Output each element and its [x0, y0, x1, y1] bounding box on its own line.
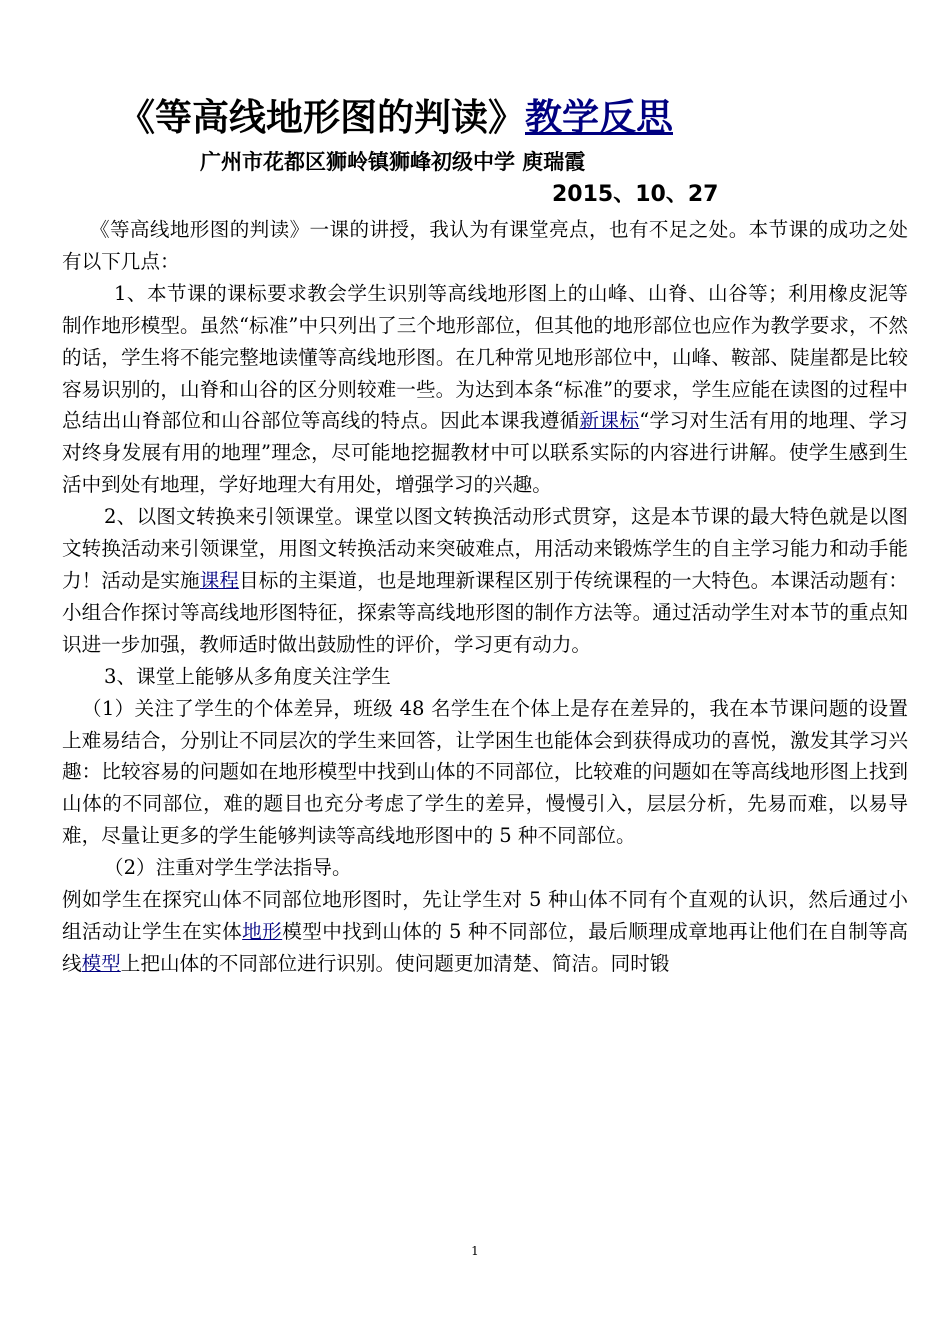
document-title — [118, 92, 878, 144]
title-link[interactable]: 教学反思 — [525, 96, 673, 139]
paragraph-text: “学习对生活有用的地理、学习对终身发展有用的地理”理念，尽可能地挖掘教材中可以联系实际的内容进行讲解。使学生感到生活中到处有地理，学好地理大有用处，增强学习的兴趣。 — [62, 409, 909, 497]
paragraph-point-1 — [62, 278, 908, 501]
link-new-curriculum[interactable]: 新课标 — [579, 409, 640, 433]
paragraph-intro: 《等高线地形图的判读》一课的讲授，我认为有课堂亮点，也有不足之处。本节课的成功之处有以下几点： — [62, 218, 908, 273]
page-number: 1 — [471, 1244, 479, 1258]
paragraph-subpoint-1: （1）关注了学生的个体差异，班级 48 名学生在个体上是存在差异的，我在本节课问题的设置上难易结合，分别让不同层次的学生来回答，让学困生也能体会到获得成功的喜悦，激发其学习兴趣：比较容易的问题如在地形模型中找到山体的不同部位，比较难的问题如在等高线地形图上找到山体的不同部位，难的题目也充分考虑了学生的差异，慢慢引入，层层分析，先易而难，以易导难，尽量让更多的学生能够判读等高线地形图中的 5 种不同部位。 — [62, 696, 908, 848]
link-model[interactable]: 模型 — [81, 951, 121, 975]
date-line: 2015、10、27 — [552, 182, 719, 207]
author-line: 广州市花都区狮岭镇狮峰初级中学 庾瑞霞 — [200, 150, 586, 174]
paragraph-text: 上把山体的不同部位进行识别。使问题更加清楚、简洁。同时锻 — [120, 951, 670, 975]
paragraph-example — [62, 884, 908, 980]
paragraph-text: 模型中找到山体的 5 种不同部位，最后顺理成章地再让他们在自制等高线 — [62, 919, 909, 975]
link-terrain[interactable]: 地形 — [242, 919, 283, 943]
paragraph-text: 2、以图文转换来引领课堂。课堂以图文转换活动形式贯穿，这是本节课的最大特色就是以图文转换活动来引领课堂，用图文转换活动来突破难点，用活动来锻炼学生的自主学习能力和动手能力！活动是实施 — [62, 505, 908, 592]
link-curriculum[interactable]: 课程 — [199, 568, 240, 592]
document-body — [62, 214, 908, 980]
paragraph-subpoint-2: （2）注重对学生学法指导。 — [104, 856, 352, 880]
paragraph-text: 1、本节课的课标要求教会学生识别等高线地形图上的山峰、山脊、山谷等；利用橡皮泥等制作地形模型。虽然“标准”中只列出了三个地形部位，但其他的地形部位也应作为教学要求，不然的话，学生将不能完整地读懂等高线地形图。在几种常见地形部位中，山峰、鞍部、陡崖都是比较容易识别的，山脊和山谷的区分则较难一些。为达到本条“标准”的要求，学生应能在读图的过程中总结出山脊部位和山谷部位等高线的特点。因此本课我遵循 — [62, 281, 908, 433]
title-main: 《等高线地形图的判读》 — [118, 96, 525, 139]
paragraph-text: 目标的主渠道，也是地理新课程区别于传统课程的一大特色。本课活动题有：小组合作探讨等高线地形图特征，探索等高线地形图的制作方法等。通过活动学生对本节的重点知识进一步加强，教师适时做出鼓励性的评价，学习更有动力。 — [62, 568, 909, 656]
paragraph-text: 例如学生在探究山体不同部位地形图时，先让学生对 5 种山体不同有个直观的认识，然后通过小组活动让学生在实体 — [62, 888, 908, 943]
paragraph-point-3: 3、课堂上能够从多角度关注学生 — [104, 664, 391, 688]
paragraph-point-2 — [62, 501, 908, 661]
